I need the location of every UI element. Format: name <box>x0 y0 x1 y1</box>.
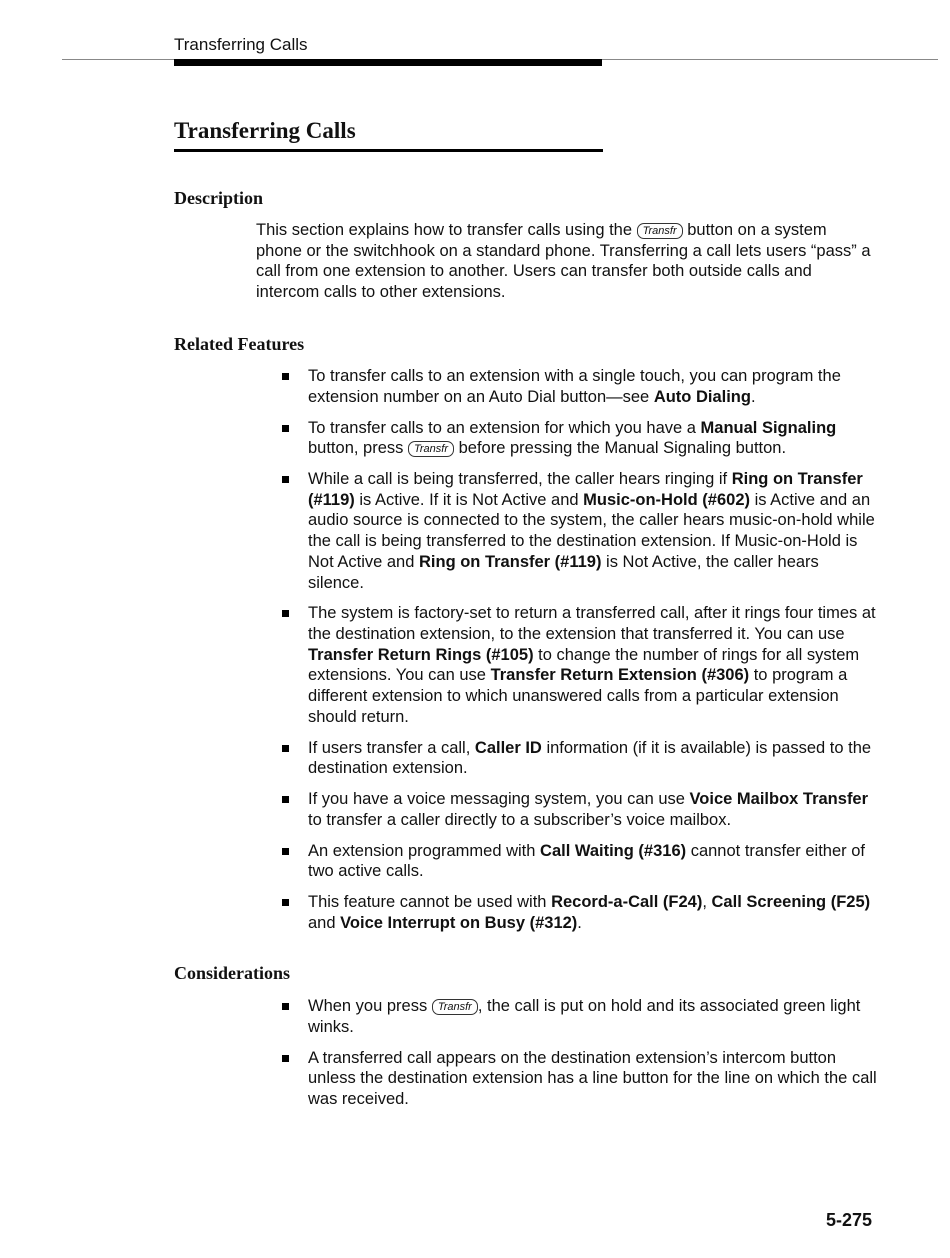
bullet-square-icon <box>282 373 289 380</box>
text: is Active and an audio source is connected to the system, the caller hears music-on-hold while the call is being transferred to the destination extension. If Music-on-Hold is Not Active and <box>308 490 875 571</box>
feature-name: Transfer Return Extension (#306) <box>490 666 750 685</box>
bullet-square-icon <box>282 610 289 617</box>
feature-name: Call Screening (F25) <box>711 893 871 912</box>
description-paragraph <box>256 220 876 303</box>
feature-name: Music-on-Hold (#602) <box>583 490 750 509</box>
bullet-square-icon <box>282 796 289 803</box>
text: to program a different extension to which unanswered calls from a particular extension should return. <box>308 666 848 726</box>
feature-name: Voice Mailbox Transfer <box>689 790 869 809</box>
text: . <box>750 387 756 406</box>
header-rule-bar <box>174 59 602 66</box>
page-number: 5-275 <box>825 1210 872 1230</box>
text: A transferred call appears on the destination extension’s intercom button unless the destination extension has a line button for the line on which the call was received. <box>308 1048 877 1108</box>
feature-name: Call Waiting (#316) <box>540 841 687 860</box>
transfr-key-icon: Transfr <box>432 999 478 1015</box>
bullet-square-icon <box>282 745 289 752</box>
list-item <box>280 841 878 882</box>
text: To transfer calls to an extension for which you have a <box>308 418 701 437</box>
bullet-square-icon <box>282 1055 289 1062</box>
list-item <box>280 892 878 933</box>
feature-name: Auto Dialing <box>653 387 751 406</box>
feature-name: Transfer Return Rings (#105) <box>308 645 534 664</box>
considerations-list <box>280 996 878 1120</box>
bullet-square-icon <box>282 899 289 906</box>
text: information (if it is available) is passed to the destination extension. <box>308 738 872 778</box>
bullet-square-icon <box>282 848 289 855</box>
text: to change the number of rings for all system extensions. You can use <box>308 645 860 685</box>
running-head: Transferring Calls <box>174 35 308 54</box>
list-item <box>280 1048 878 1110</box>
list-item <box>280 366 878 407</box>
text: While a call is being transferred, the caller hears ringing if <box>308 470 732 488</box>
considerations-heading: Considerations <box>174 963 291 983</box>
list-item <box>280 789 878 830</box>
bullet-square-icon <box>282 1003 289 1010</box>
transfr-key-icon: Transfr <box>637 223 683 239</box>
text: to transfer a caller directly to a subscriber’s voice mailbox. <box>308 810 732 829</box>
text: When you press <box>308 997 432 1015</box>
list-item <box>280 469 878 593</box>
feature-name: Record-a-Call (F24) <box>551 893 703 912</box>
feature-name: Ring on Transfer (#119) <box>308 470 863 509</box>
text: . <box>577 913 582 932</box>
transfr-key-icon: Transfr <box>408 441 454 457</box>
text: and <box>308 913 341 932</box>
related-features-heading: Related Features <box>174 334 305 354</box>
text: This feature cannot be used with <box>308 893 552 912</box>
text: is Not Active, the caller hears silence. <box>308 552 819 592</box>
text: , the call is put on hold and its associated green light winks. <box>308 997 861 1036</box>
related-features-list <box>280 366 878 944</box>
text: An extension programmed with <box>308 841 541 860</box>
bullet-square-icon <box>282 476 289 483</box>
bullet-square-icon <box>282 425 289 432</box>
text: button, press <box>308 439 408 458</box>
text: cannot transfer either of two active calls. <box>308 841 865 881</box>
text: before pressing the Manual Signaling button. <box>454 439 787 458</box>
feature-name: Manual Signaling <box>700 418 837 437</box>
text: is Active. If it is Not Active and <box>354 490 584 509</box>
list-item <box>280 603 878 727</box>
text: If users transfer a call, <box>308 738 475 757</box>
feature-name: Ring on Transfer (#119) <box>418 552 602 571</box>
feature-name: Voice Interrupt on Busy (#312) <box>340 913 578 932</box>
text: , <box>702 893 712 912</box>
feature-name: Caller ID <box>474 738 542 757</box>
list-item <box>280 996 878 1037</box>
list-item <box>280 738 878 779</box>
text: If you have a voice messaging system, you can use <box>308 790 690 809</box>
text: The system is factory-set to return a transferred call, after it rings four times at the destination extension, to the extension that transferred it. You can use <box>308 604 876 644</box>
page-title: Transferring Calls <box>174 118 356 143</box>
list-item <box>280 418 878 459</box>
text: button on a system phone or the switchhook on a standard phone. Transferring a call lets users “pass” a call from one extension to another. Users can transfer both outside calls and intercom calls to other extensions. <box>256 221 871 302</box>
text: To transfer calls to an extension with a single touch, you can program the extension number on an Auto Dial button—see <box>308 367 841 406</box>
text: This section explains how to transfer calls using the <box>256 221 637 239</box>
title-underline <box>174 149 603 152</box>
description-heading: Description <box>174 188 263 208</box>
